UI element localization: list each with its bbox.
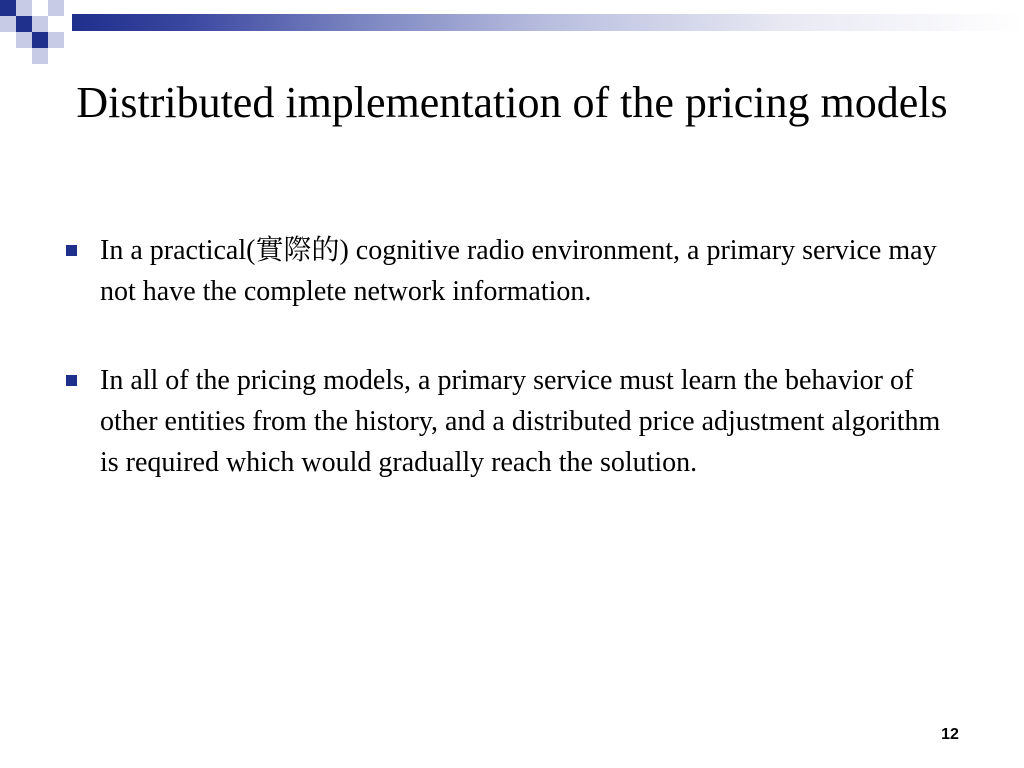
bullet-list: [60, 230, 960, 531]
decor-square: [48, 32, 64, 48]
decor-square: [32, 32, 48, 48]
decor-square: [16, 32, 32, 48]
bullet-item: [60, 360, 960, 483]
bullet-text: In all of the pricing models, a primary service must learn the behavior of other entities from the history, and a distributed price adjustment algorithm is required which would gradually reach the solution.: [100, 365, 941, 478]
header-gradient-bar: [72, 14, 1024, 31]
decor-square: [48, 0, 64, 16]
decor-square: [32, 16, 48, 32]
header-decoration: [0, 0, 1024, 70]
decor-square: [32, 48, 48, 64]
bullet-item: [60, 230, 960, 312]
decor-square: [16, 0, 32, 16]
decor-square: [0, 0, 16, 16]
decor-square: [0, 16, 16, 32]
page-number: 12: [941, 726, 959, 743]
decor-square: [16, 16, 32, 32]
square-bullet-icon: [66, 245, 77, 256]
square-bullet-icon: [66, 375, 77, 386]
slide-title: Distributed implementation of the pricing models: [76, 78, 948, 127]
bullet-text: In a practical(實際的) cognitive radio environment, a primary service may not have the complete network information.: [100, 235, 937, 307]
